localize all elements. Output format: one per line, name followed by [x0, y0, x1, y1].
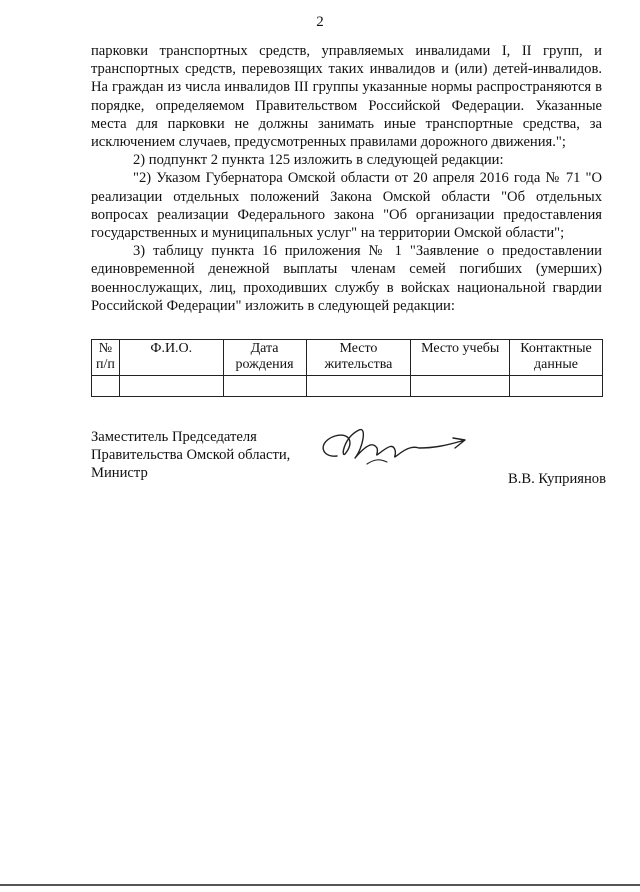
signatory-title-line: Заместитель Председателя — [91, 429, 257, 445]
table-header-row — [92, 340, 603, 376]
paragraph-table-item-3: 3) таблицу пункта 16 приложения № 1 "Заявление о предоставлении единовременной денежной выплаты членам семей погибших (умерших) военнослужащих, лиц, проходивших службу в войсках национальной гвардии Российской Федерации" изложить в следующей редакции: — [91, 243, 602, 314]
handwritten-signature — [315, 418, 475, 474]
signatory-title-line: Правительства Омской области, — [91, 447, 291, 464]
table-header-cell: № п/п — [92, 340, 120, 376]
signatory-name: В.В. Куприянов — [508, 471, 606, 487]
table-cell — [510, 376, 603, 397]
signatory-title-line: Министр — [91, 465, 148, 482]
applicant-table — [91, 339, 603, 397]
table-header-cell: Контактные данные — [510, 340, 603, 376]
paragraph-decree: "2) Указом Губернатора Омской области от 20 апреля 2016 года № 71 "О реализации отдельных положений Закона Омской области "Об отдельных вопросах реализации Федерального закона "Об организации предоставления государственных и муниципальных услуг" на территории Омской области"; — [91, 170, 602, 242]
paragraph-subitem-2: 2) подпункт 2 пункта 125 изложить в следующей редакции: — [133, 152, 504, 169]
table-header-cell: Ф.И.О. — [119, 340, 223, 376]
table-cell — [92, 376, 120, 397]
table-cell — [119, 376, 223, 397]
table-cell — [411, 376, 510, 397]
page-bottom-edge — [0, 884, 640, 886]
table-header-cell: Место учебы — [411, 340, 510, 376]
table-header-cell: Место жительства — [306, 340, 411, 376]
table-cell — [223, 376, 306, 397]
table-header-cell: Дата рождения — [223, 340, 306, 376]
page-number: 2 — [316, 14, 324, 30]
paragraph-parking: парковки транспортных средств, управляемых инвалидами I, II групп, и транспортных средств, перевозящих таких инвалидов и (или) детей-инвалидов. На граждан из числа инвалидов III группы указанные нормы распространяются в порядке, определяемом Правительством Российской Федерации. Указанные места для парковки не должны занимать иные транспортные средства, за исключением случаев, предусмотренных правилами дорожного движения."; — [91, 43, 602, 151]
document-body — [91, 42, 602, 315]
table-cell — [306, 376, 411, 397]
signature-block — [91, 428, 606, 487]
table-row — [92, 376, 603, 397]
